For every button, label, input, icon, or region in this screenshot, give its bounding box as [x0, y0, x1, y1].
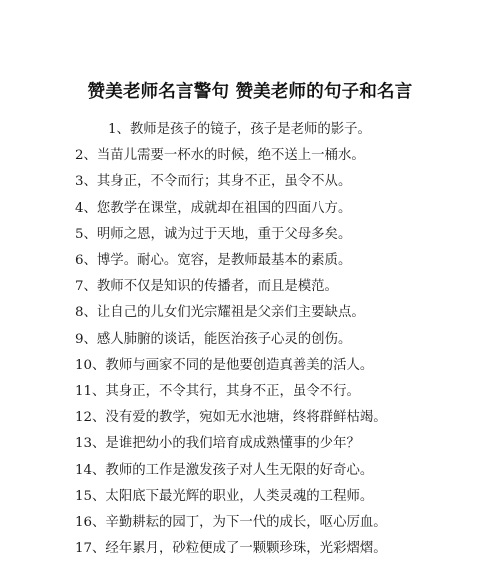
list-item: 9、感人肺腑的谈话，能医治孩子心灵的创伤。 [75, 331, 352, 347]
list-item: 14、教师的工作是激发孩子对人生无限的好奇心。 [75, 462, 374, 478]
list-item: 3、其身正，不令而行；其身不正，虽令不从。 [75, 174, 352, 190]
list-item: 2、当苗儿需要一杯水的时候，绝不送上一桶水。 [75, 148, 365, 164]
list-item: 10、教师与画家不同的是他要创造真善美的活人。 [75, 357, 374, 373]
list-item: 8、让自己的儿女们光宗耀祖是父亲们主要缺点。 [75, 305, 365, 321]
list-item: 6、博学。耐心。宽容，是教师最基本的素质。 [75, 253, 352, 268]
list-item: 15、太阳底下最光辉的职业，人类灵魂的工程师。 [75, 488, 374, 504]
list-item: 17、经年累月，砂粒便成了一颗颗珍珠，光彩熠熠。 [75, 541, 387, 557]
list-item: 1、教师是孩子的镜子，孩子是老师的影子。 [108, 122, 371, 137]
list-item: 11、其身正，不令其行，其身不正，虽令不行。 [75, 384, 360, 399]
list-item: 5、明师之恩，诚为过于天地，重于父母多矣。 [75, 226, 352, 242]
list-item: 7、教师不仅是知识的传播者，而且是模范。 [75, 279, 338, 295]
list-item: 4、您教学在课堂，成就却在祖国的四面八方。 [75, 200, 352, 216]
list-item: 12、没有爱的教学，宛如无水池塘，终将群鲜枯竭。 [75, 410, 387, 426]
list-item: 16、辛勤耕耘的园丁，为下一代的成长，呕心厉血。 [75, 515, 387, 530]
document-title: 赞美老师名言警句 赞美老师的句子和名言 [87, 82, 413, 102]
list-item: 13、是谁把幼小的我们培育成成熟懂事的少年？ [75, 436, 360, 452]
